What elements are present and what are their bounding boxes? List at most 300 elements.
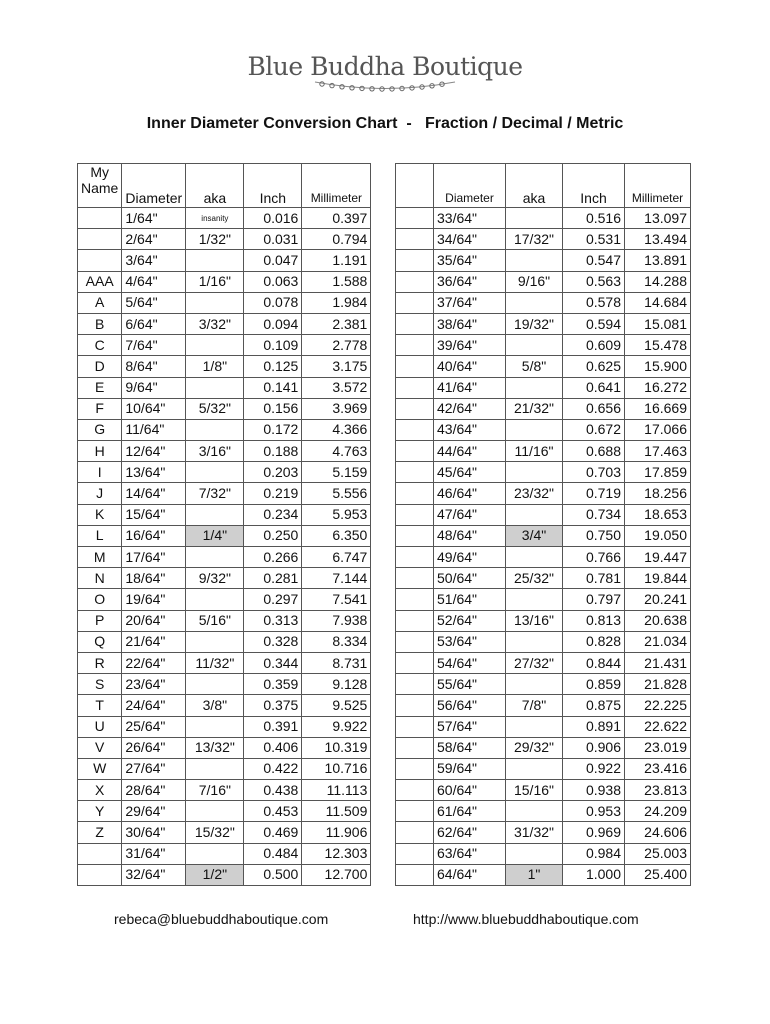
- inch-cell: 0.250: [244, 525, 302, 546]
- table-row: [78, 229, 371, 250]
- inch-cell: 0.969: [563, 822, 625, 843]
- diameter-fraction-cell: 17/64": [122, 547, 186, 568]
- inch-cell: 0.109: [244, 335, 302, 356]
- size-name-cell: [396, 525, 434, 546]
- table-row: [78, 525, 371, 546]
- size-name-cell: Y: [78, 801, 122, 822]
- size-name-cell: [396, 568, 434, 589]
- inch-cell: 0.406: [244, 737, 302, 758]
- table-row: [396, 504, 691, 525]
- aka-cell: [506, 716, 563, 737]
- logo: [0, 52, 770, 93]
- aka-cell: [186, 250, 244, 271]
- aka-cell: [186, 716, 244, 737]
- millimeter-cell: 23.813: [625, 780, 691, 801]
- size-name-cell: F: [78, 398, 122, 419]
- inch-cell: 0.844: [563, 652, 625, 673]
- diameter-fraction-cell: 35/64": [434, 250, 506, 271]
- millimeter-cell: 20.638: [625, 610, 691, 631]
- page-title: Inner Diameter Conversion Chart - Fraction / Decimal / Metric: [146, 115, 624, 132]
- size-name-cell: K: [78, 504, 122, 525]
- aka-cell: [186, 801, 244, 822]
- conversion-table-left: [77, 163, 371, 886]
- table-row: [78, 462, 371, 483]
- aka-cell: [506, 758, 563, 779]
- logo-text: Blue Buddha Boutique: [247, 52, 523, 81]
- table-row: [78, 419, 371, 440]
- millimeter-cell: 17.859: [625, 462, 691, 483]
- inch-cell: 0.719: [563, 483, 625, 504]
- diameter-fraction-cell: 22/64": [122, 652, 186, 673]
- inch-cell: 0.500: [244, 864, 302, 885]
- diameter-fraction-cell: 52/64": [434, 610, 506, 631]
- table-row: [396, 716, 691, 737]
- diameter-fraction-cell: 11/64": [122, 419, 186, 440]
- aka-cell: 5/8": [506, 356, 563, 377]
- millimeter-cell: 24.209: [625, 801, 691, 822]
- size-name-cell: [78, 250, 122, 271]
- aka-cell: 5/16": [186, 610, 244, 631]
- diameter-fraction-cell: 56/64": [434, 695, 506, 716]
- table-row: [396, 271, 691, 292]
- diameter-fraction-cell: 50/64": [434, 568, 506, 589]
- table-row: [396, 229, 691, 250]
- table-row: [396, 313, 691, 334]
- aka-cell: 23/32": [506, 483, 563, 504]
- aka-cell: [506, 292, 563, 313]
- diameter-fraction-cell: 23/64": [122, 674, 186, 695]
- aka-cell: [506, 335, 563, 356]
- aka-cell: 7/16": [186, 780, 244, 801]
- table-row: [78, 250, 371, 271]
- diameter-fraction-cell: 19/64": [122, 589, 186, 610]
- inch-cell: 0.750: [563, 525, 625, 546]
- aka-cell: 7/32": [186, 483, 244, 504]
- inch-cell: 1.000: [563, 864, 625, 885]
- size-name-cell: [396, 652, 434, 673]
- table-row: [396, 462, 691, 483]
- size-name-cell: [396, 419, 434, 440]
- millimeter-cell: 15.900: [625, 356, 691, 377]
- aka-cell: [506, 843, 563, 864]
- inch-cell: 0.016: [244, 208, 302, 229]
- size-name-cell: V: [78, 737, 122, 758]
- millimeter-cell: 19.844: [625, 568, 691, 589]
- inch-cell: 0.891: [563, 716, 625, 737]
- diameter-fraction-cell: 14/64": [122, 483, 186, 504]
- aka-cell: [506, 250, 563, 271]
- millimeter-cell: 5.556: [302, 483, 371, 504]
- size-name-cell: [396, 398, 434, 419]
- size-name-cell: [396, 292, 434, 313]
- aka-cell: [506, 208, 563, 229]
- millimeter-cell: 13.891: [625, 250, 691, 271]
- millimeter-cell: 14.684: [625, 292, 691, 313]
- size-name-cell: [396, 716, 434, 737]
- diameter-fraction-cell: 39/64": [434, 335, 506, 356]
- table-row: [78, 822, 371, 843]
- inch-cell: 0.047: [244, 250, 302, 271]
- size-name-cell: O: [78, 589, 122, 610]
- inch-cell: 0.328: [244, 631, 302, 652]
- inch-cell: 0.078: [244, 292, 302, 313]
- millimeter-cell: 8.334: [302, 631, 371, 652]
- millimeter-cell: 11.113: [302, 780, 371, 801]
- left-table-body: [78, 208, 371, 886]
- inch-cell: 0.922: [563, 758, 625, 779]
- aka-cell: 19/32": [506, 313, 563, 334]
- diameter-fraction-cell: 32/64": [122, 864, 186, 885]
- millimeter-cell: 12.700: [302, 864, 371, 885]
- size-name-cell: [396, 674, 434, 695]
- millimeter-cell: 15.081: [625, 313, 691, 334]
- millimeter-cell: 11.509: [302, 801, 371, 822]
- inch-cell: 0.031: [244, 229, 302, 250]
- aka-cell: 3/8": [186, 695, 244, 716]
- inch-cell: 0.188: [244, 441, 302, 462]
- size-name-cell: AAA: [78, 271, 122, 292]
- diameter-fraction-cell: 29/64": [122, 801, 186, 822]
- millimeter-cell: 25.003: [625, 843, 691, 864]
- table-row: [78, 737, 371, 758]
- inch-cell: 0.656: [563, 398, 625, 419]
- size-name-cell: [396, 547, 434, 568]
- millimeter-cell: 4.366: [302, 419, 371, 440]
- table-row: [78, 758, 371, 779]
- diameter-fraction-cell: 41/64": [434, 377, 506, 398]
- table-row: [78, 441, 371, 462]
- table-row: [396, 780, 691, 801]
- aka-cell: [186, 335, 244, 356]
- aka-cell: [186, 631, 244, 652]
- aka-cell: 29/32": [506, 737, 563, 758]
- diameter-fraction-cell: 30/64": [122, 822, 186, 843]
- right-table-body: [396, 208, 691, 886]
- aka-cell: 1": [506, 864, 563, 885]
- inch-cell: 0.797: [563, 589, 625, 610]
- aka-cell: 15/16": [506, 780, 563, 801]
- inch-cell: 0.172: [244, 419, 302, 440]
- header-my-name: My Name: [78, 164, 122, 208]
- size-name-cell: [396, 631, 434, 652]
- size-name-cell: B: [78, 313, 122, 334]
- size-name-cell: [396, 313, 434, 334]
- size-name-cell: [396, 610, 434, 631]
- diameter-fraction-cell: 7/64": [122, 335, 186, 356]
- table-row: [78, 483, 371, 504]
- diameter-fraction-cell: 25/64": [122, 716, 186, 737]
- aka-cell: [506, 801, 563, 822]
- aka-cell: 11/32": [186, 652, 244, 673]
- table-row: [78, 547, 371, 568]
- millimeter-cell: 5.159: [302, 462, 371, 483]
- millimeter-cell: 8.731: [302, 652, 371, 673]
- diameter-fraction-cell: 58/64": [434, 737, 506, 758]
- millimeter-cell: 4.763: [302, 441, 371, 462]
- inch-cell: 0.484: [244, 843, 302, 864]
- diameter-fraction-cell: 12/64": [122, 441, 186, 462]
- table-row: [78, 568, 371, 589]
- size-name-cell: J: [78, 483, 122, 504]
- diameter-fraction-cell: 42/64": [434, 398, 506, 419]
- size-name-cell: [396, 441, 434, 462]
- inch-cell: 0.734: [563, 504, 625, 525]
- aka-cell: [186, 419, 244, 440]
- diameter-fraction-cell: 45/64": [434, 462, 506, 483]
- millimeter-cell: 2.381: [302, 313, 371, 334]
- millimeter-cell: 9.525: [302, 695, 371, 716]
- inch-cell: 0.828: [563, 631, 625, 652]
- diameter-fraction-cell: 20/64": [122, 610, 186, 631]
- millimeter-cell: 11.906: [302, 822, 371, 843]
- table-row: [78, 335, 371, 356]
- inch-cell: 0.547: [563, 250, 625, 271]
- size-name-cell: D: [78, 356, 122, 377]
- table-row: [78, 208, 371, 229]
- inch-cell: 0.766: [563, 547, 625, 568]
- inch-cell: 0.063: [244, 271, 302, 292]
- size-name-cell: [396, 250, 434, 271]
- inch-cell: 0.906: [563, 737, 625, 758]
- millimeter-cell: 7.541: [302, 589, 371, 610]
- table-row: [78, 589, 371, 610]
- size-name-cell: T: [78, 695, 122, 716]
- header-diameter: Diameter: [122, 164, 186, 208]
- table-row: [396, 674, 691, 695]
- diameter-fraction-cell: 53/64": [434, 631, 506, 652]
- table-row: [78, 356, 371, 377]
- table-row: [78, 780, 371, 801]
- aka-cell: 27/32": [506, 652, 563, 673]
- diameter-fraction-cell: 8/64": [122, 356, 186, 377]
- header-blank: [396, 164, 434, 208]
- aka-cell: 3/4": [506, 525, 563, 546]
- diameter-fraction-cell: 37/64": [434, 292, 506, 313]
- diameter-fraction-cell: 18/64": [122, 568, 186, 589]
- diameter-fraction-cell: 33/64": [434, 208, 506, 229]
- inch-cell: 0.875: [563, 695, 625, 716]
- aka-cell: [186, 674, 244, 695]
- table-row: [396, 377, 691, 398]
- header-diameter: Diameter: [434, 164, 506, 208]
- diameter-fraction-cell: 51/64": [434, 589, 506, 610]
- diameter-fraction-cell: 4/64": [122, 271, 186, 292]
- millimeter-cell: 3.969: [302, 398, 371, 419]
- size-name-cell: [78, 229, 122, 250]
- aka-cell: [186, 462, 244, 483]
- inch-cell: 0.984: [563, 843, 625, 864]
- aka-cell: [186, 377, 244, 398]
- diameter-fraction-cell: 3/64": [122, 250, 186, 271]
- inch-cell: 0.688: [563, 441, 625, 462]
- table-row: [396, 441, 691, 462]
- footer-url[interactable]: http://www.bluebuddhaboutique.com: [413, 911, 639, 927]
- aka-cell: 7/8": [506, 695, 563, 716]
- inch-cell: 0.375: [244, 695, 302, 716]
- table-row: [78, 843, 371, 864]
- size-name-cell: Z: [78, 822, 122, 843]
- table-row: [396, 250, 691, 271]
- inch-cell: 0.234: [244, 504, 302, 525]
- aka-cell: [506, 504, 563, 525]
- millimeter-cell: 2.778: [302, 335, 371, 356]
- size-name-cell: P: [78, 610, 122, 631]
- inch-cell: 0.094: [244, 313, 302, 334]
- millimeter-cell: 21.828: [625, 674, 691, 695]
- size-name-cell: [396, 822, 434, 843]
- table-row: [78, 674, 371, 695]
- table-row: [78, 271, 371, 292]
- size-name-cell: E: [78, 377, 122, 398]
- inch-cell: 0.203: [244, 462, 302, 483]
- table-row: [396, 547, 691, 568]
- diameter-fraction-cell: 1/64": [122, 208, 186, 229]
- size-name-cell: X: [78, 780, 122, 801]
- header-inch: Inch: [244, 164, 302, 208]
- inch-cell: 0.266: [244, 547, 302, 568]
- millimeter-cell: 18.653: [625, 504, 691, 525]
- table-row: [396, 864, 691, 885]
- millimeter-cell: 16.272: [625, 377, 691, 398]
- diameter-fraction-cell: 60/64": [434, 780, 506, 801]
- inch-cell: 0.344: [244, 652, 302, 673]
- aka-cell: 31/32": [506, 822, 563, 843]
- table-row: [396, 525, 691, 546]
- size-name-cell: G: [78, 419, 122, 440]
- millimeter-cell: 20.241: [625, 589, 691, 610]
- inch-cell: 0.781: [563, 568, 625, 589]
- aka-cell: [506, 631, 563, 652]
- diameter-fraction-cell: 9/64": [122, 377, 186, 398]
- millimeter-cell: 10.319: [302, 737, 371, 758]
- diameter-fraction-cell: 36/64": [434, 271, 506, 292]
- diameter-fraction-cell: 21/64": [122, 631, 186, 652]
- table-row: [78, 695, 371, 716]
- table-row: [396, 610, 691, 631]
- diameter-fraction-cell: 31/64": [122, 843, 186, 864]
- millimeter-cell: 3.572: [302, 377, 371, 398]
- millimeter-cell: 15.478: [625, 335, 691, 356]
- aka-cell: [186, 292, 244, 313]
- aka-cell: 17/32": [506, 229, 563, 250]
- diameter-fraction-cell: 40/64": [434, 356, 506, 377]
- inch-cell: 0.422: [244, 758, 302, 779]
- size-name-cell: [396, 377, 434, 398]
- size-name-cell: [396, 208, 434, 229]
- inch-cell: 0.469: [244, 822, 302, 843]
- millimeter-cell: 25.400: [625, 864, 691, 885]
- diameter-fraction-cell: 43/64": [434, 419, 506, 440]
- size-name-cell: [396, 483, 434, 504]
- inch-cell: 0.156: [244, 398, 302, 419]
- diameter-fraction-cell: 64/64": [434, 864, 506, 885]
- size-name-cell: L: [78, 525, 122, 546]
- size-name-cell: U: [78, 716, 122, 737]
- size-name-cell: M: [78, 547, 122, 568]
- table-row: [396, 843, 691, 864]
- diameter-fraction-cell: 57/64": [434, 716, 506, 737]
- millimeter-cell: 23.019: [625, 737, 691, 758]
- millimeter-cell: 19.447: [625, 547, 691, 568]
- aka-cell: [506, 589, 563, 610]
- inch-cell: 0.453: [244, 801, 302, 822]
- millimeter-cell: 7.938: [302, 610, 371, 631]
- inch-cell: 0.703: [563, 462, 625, 483]
- diameter-fraction-cell: 48/64": [434, 525, 506, 546]
- millimeter-cell: 10.716: [302, 758, 371, 779]
- header-aka: aka: [186, 164, 244, 208]
- size-name-cell: A: [78, 292, 122, 313]
- footer-email[interactable]: rebeca@bluebuddhaboutique.com: [114, 911, 329, 927]
- diameter-fraction-cell: 46/64": [434, 483, 506, 504]
- inch-cell: 0.859: [563, 674, 625, 695]
- aka-cell: 3/16": [186, 441, 244, 462]
- aka-cell: 1/4": [186, 525, 244, 546]
- millimeter-cell: 23.416: [625, 758, 691, 779]
- size-name-cell: [396, 737, 434, 758]
- diameter-fraction-cell: 63/64": [434, 843, 506, 864]
- inch-cell: 0.438: [244, 780, 302, 801]
- millimeter-cell: 1.191: [302, 250, 371, 271]
- aka-cell: 15/32": [186, 822, 244, 843]
- millimeter-cell: 9.922: [302, 716, 371, 737]
- diameter-fraction-cell: 62/64": [434, 822, 506, 843]
- table-row: [78, 610, 371, 631]
- table-row: [78, 398, 371, 419]
- diameter-fraction-cell: 44/64": [434, 441, 506, 462]
- millimeter-cell: 0.794: [302, 229, 371, 250]
- size-name-cell: I: [78, 462, 122, 483]
- header-inch: Inch: [563, 164, 625, 208]
- diameter-fraction-cell: 38/64": [434, 313, 506, 334]
- table-row: [78, 716, 371, 737]
- inch-cell: 0.813: [563, 610, 625, 631]
- diameter-fraction-cell: 47/64": [434, 504, 506, 525]
- millimeter-cell: 13.494: [625, 229, 691, 250]
- millimeter-cell: 13.097: [625, 208, 691, 229]
- inch-cell: 0.391: [244, 716, 302, 737]
- table-row: [78, 864, 371, 885]
- aka-cell: [506, 419, 563, 440]
- table-row: [78, 292, 371, 313]
- table-row: [396, 335, 691, 356]
- diameter-fraction-cell: 24/64": [122, 695, 186, 716]
- diameter-fraction-cell: 27/64": [122, 758, 186, 779]
- aka-cell: 13/16": [506, 610, 563, 631]
- aka-cell: 9/16": [506, 271, 563, 292]
- size-name-cell: C: [78, 335, 122, 356]
- size-name-cell: [396, 780, 434, 801]
- table-row: [396, 483, 691, 504]
- aka-cell: 13/32": [186, 737, 244, 758]
- aka-cell: [506, 674, 563, 695]
- header-millimeter: Millimeter: [625, 164, 691, 208]
- size-name-cell: [396, 271, 434, 292]
- table-row: [396, 801, 691, 822]
- aka-cell: 3/32": [186, 313, 244, 334]
- diameter-fraction-cell: 16/64": [122, 525, 186, 546]
- table-row: [78, 504, 371, 525]
- aka-cell: [506, 377, 563, 398]
- diameter-fraction-cell: 54/64": [434, 652, 506, 673]
- table-header-row: [396, 164, 691, 208]
- table-header-row: [78, 164, 371, 208]
- diameter-fraction-cell: 28/64": [122, 780, 186, 801]
- table-row: [396, 398, 691, 419]
- aka-cell: 21/32": [506, 398, 563, 419]
- millimeter-cell: 7.144: [302, 568, 371, 589]
- millimeter-cell: 0.397: [302, 208, 371, 229]
